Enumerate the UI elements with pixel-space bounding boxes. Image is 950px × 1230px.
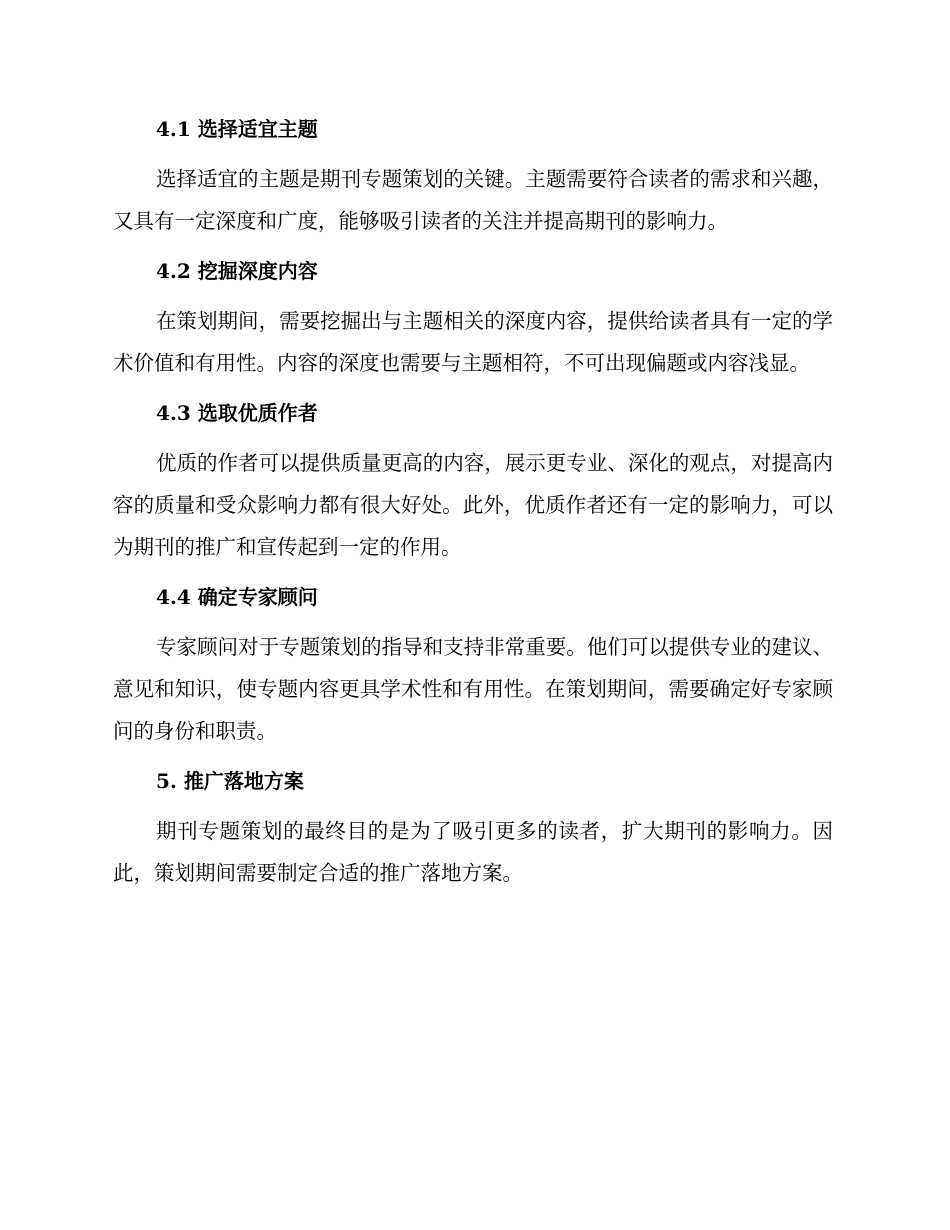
section-paragraph-5: 期刊专题策划的最终目的是为了吸引更多的读者，扩大期刊的影响力。因此，策划期间需要制定合适的推广落地方案。 bbox=[113, 819, 833, 885]
section-heading-4-2: 4.2 挖掘深度内容 bbox=[156, 259, 318, 283]
section-heading-4-3: 4.3 选取优质作者 bbox=[156, 401, 318, 425]
section-paragraph-4-3: 优质的作者可以提供质量更高的内容，展示更专业、深化的观点，对提高内容的质量和受众影响力都有很大好处。此外，优质作者还有一定的影响力，可以为期刊的推广和宣传起到一定的作用。 bbox=[113, 451, 833, 559]
section-paragraph-4-1: 选择适宜的主题是期刊专题策划的关键。主题需要符合读者的需求和兴趣，又具有一定深度和广度，能够吸引读者的关注并提高期刊的影响力。 bbox=[113, 167, 833, 233]
section-heading-5: 5. 推广落地方案 bbox=[156, 769, 304, 793]
section-heading-4-1: 4.1 选择适宜主题 bbox=[156, 117, 318, 141]
section-paragraph-4-2: 在策划期间，需要挖掘出与主题相关的深度内容，提供给读者具有一定的学术价值和有用性。内容的深度也需要与主题相符，不可出现偏题或内容浅显。 bbox=[113, 309, 833, 375]
section-heading-4-4: 4.4 确定专家顾问 bbox=[156, 585, 318, 609]
section-paragraph-4-4: 专家顾问对于专题策划的指导和支持非常重要。他们可以提供专业的建议、意见和知识，使专题内容更具学术性和有用性。在策划期间，需要确定好专家顾问的身份和职责。 bbox=[113, 635, 833, 743]
document-body bbox=[113, 112, 833, 894]
